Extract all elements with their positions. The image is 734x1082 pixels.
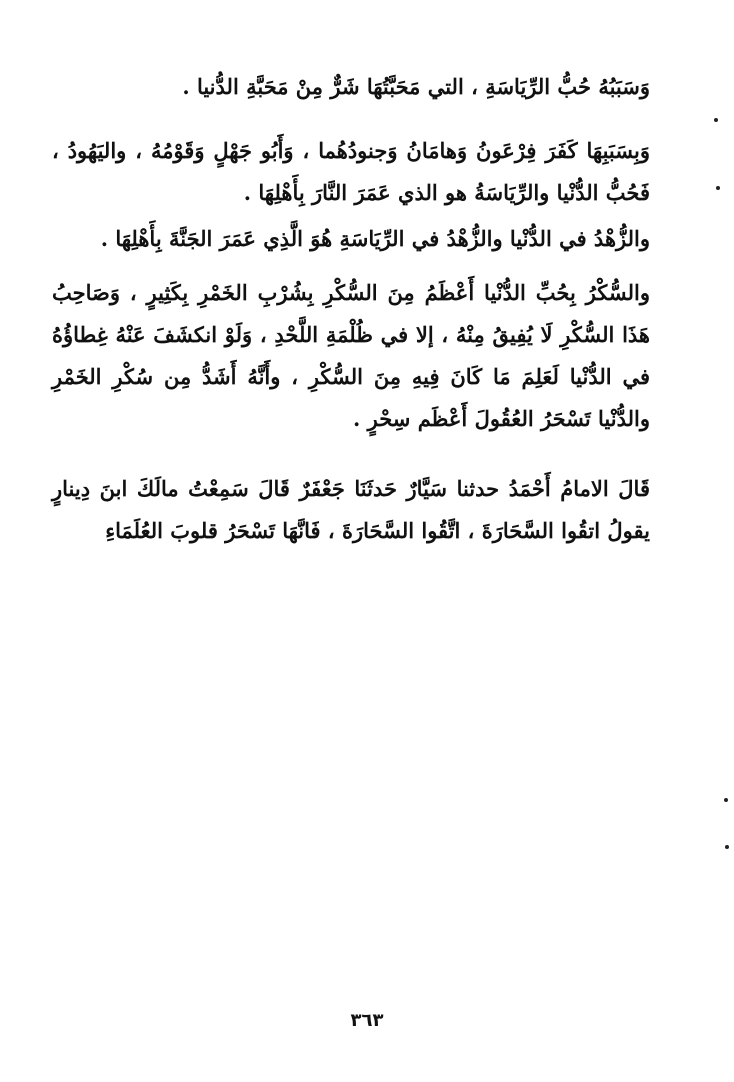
paragraph-love-of-leadership: وَسَبَبُهُ حُبُّ الرِّيَاسَةِ ، التي مَحَبَّتُهَا شَرٌّ مِنْ مَحَبَّةِ الدُّنيا . xyxy=(182,74,650,99)
paragraph-intoxication-of-world: والسُّكْرُ بِحُبِّ الدُّنْيا أَعْظَمُ مِنَ السُّكْرِ بِشُرْبِ الخَمْرِ بِكَثِيرٍ ، وَصَاحِبُ هَذَا السُّكْرِ لَا يُفِيقُ مِنْهُ ، إلا في ظُلْمَةِ اللَّحْدِ ، وَلَوْ انكشَفَ عَنْهُ غِطاؤُهُ في الدُّنْيا لَعَلِمَ مَا كَانَ فِيهِ مِنَ السُّكْرِ ، وأَنَّهُ أَشَدُّ مِن سُكْرِ الخَمْرِ والدُّنْيا تَسْحَرُ العُقُولَ أَعْظَم سِحْرٍ . xyxy=(52,280,650,431)
paragraph-pharaoh-haman: وَبِسَبَبِهَا كَفَرَ فِرْعَونُ وَهامَانُ وَجنودُهُما ، وَأَبُو جَهْلٍ وَقَوْمُهُ ، واليَهُودُ ، فَحُبُّ الدُّنْيا والرِّيَاسَةُ هو الذي عَمَرَ النَّارَ بِأَهْلِهَا . xyxy=(52,138,650,205)
scan-speck xyxy=(716,186,720,190)
scan-speck xyxy=(725,845,729,849)
page-number: ٣٦٣ xyxy=(350,1010,384,1031)
scan-speck xyxy=(714,118,718,122)
paragraph-imam-ahmad-narration: قَالَ الامامُ أَحْمَدُ حدثنا سَيَّارٌ حَدثَنَا جَعْفَرٌ قَالَ سَمِعْتُ مالَكَ ابنَ دِينارٍ يقولُ اتقُوا السَّحَارَةَ ، اتَّقُوا السَّحَارَةَ ، فَانَّهَا تَسْحَرُ قلوبَ العُلَمَاءِ xyxy=(52,476,650,543)
paragraph-asceticism: والزُّهْدُ في الدُّنْيا والزُّهْدُ في الرِّيَاسَةِ هُوَ الَّذِي عَمَرَ الجَنَّةَ بِأَهْلِهَا . xyxy=(100,226,650,251)
scan-speck xyxy=(724,798,728,802)
